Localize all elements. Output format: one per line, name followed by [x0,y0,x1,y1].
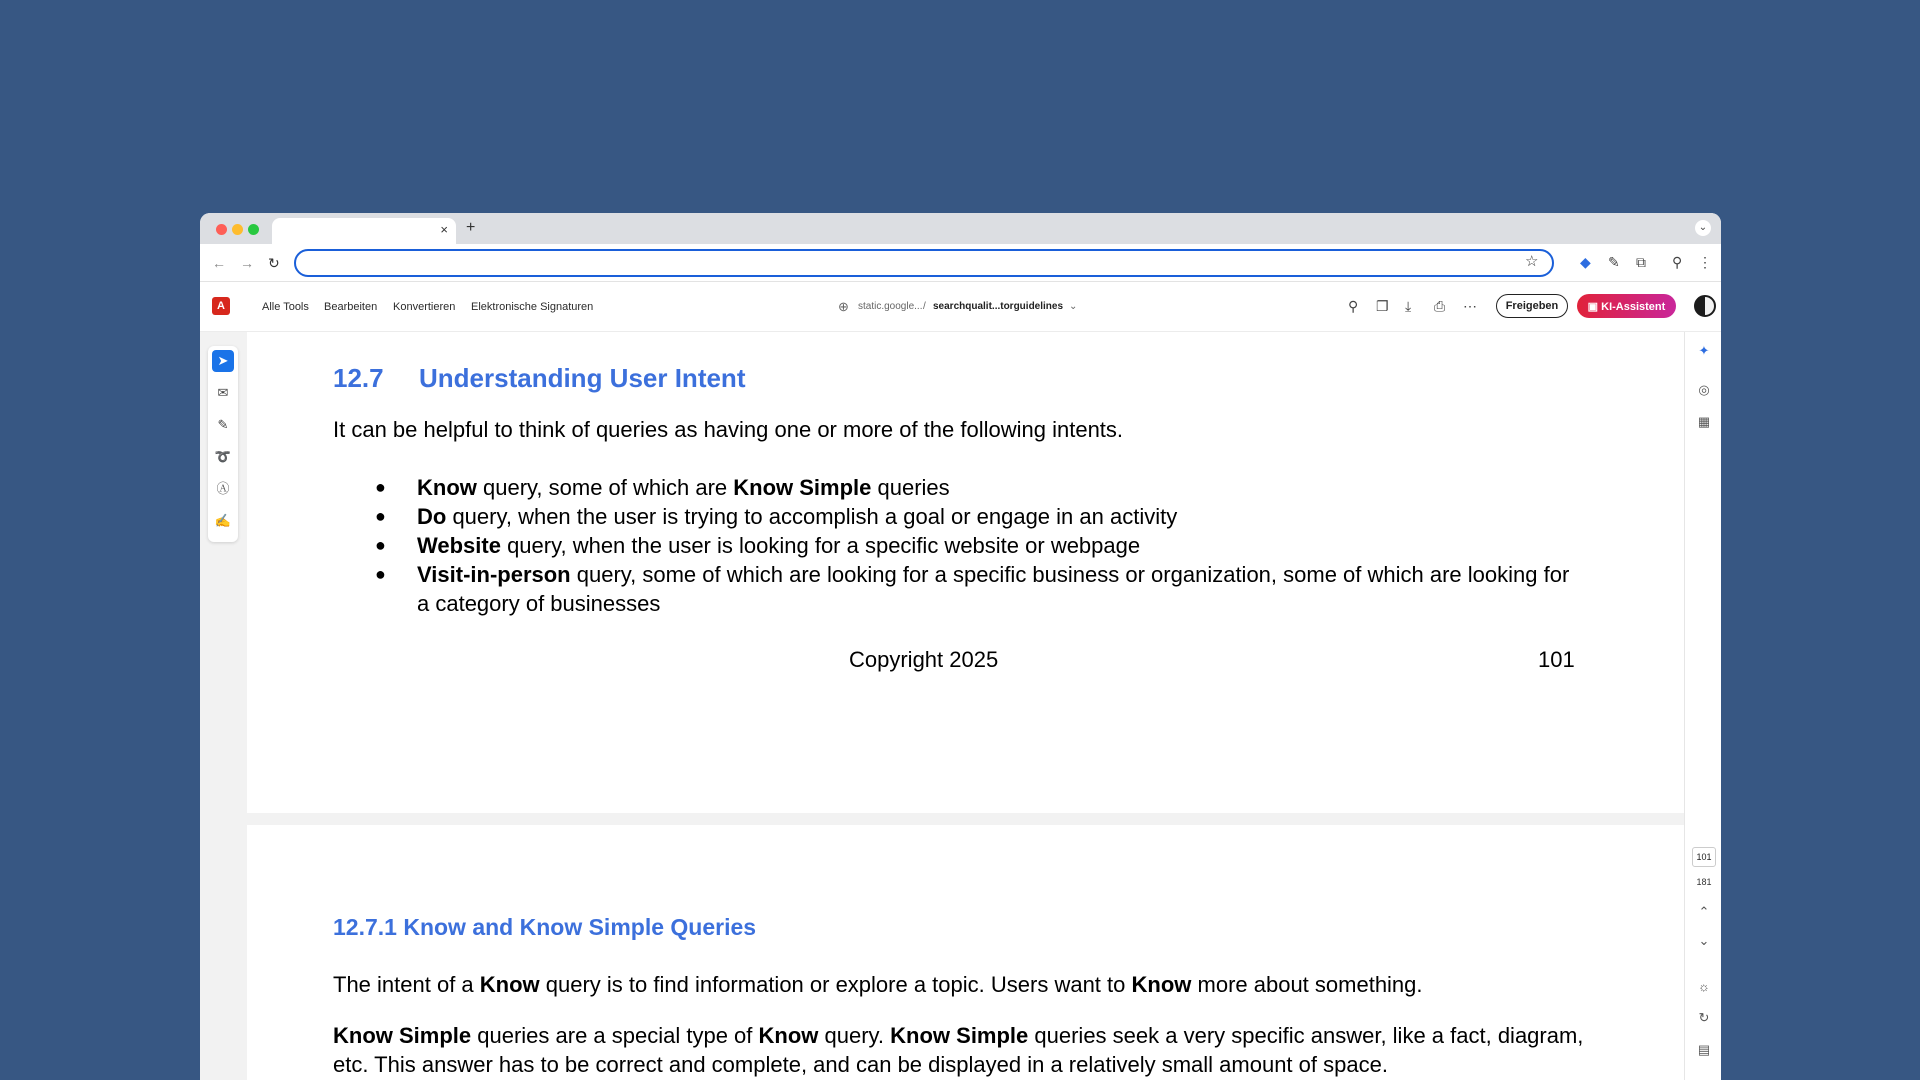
browser-window [200,213,1721,1080]
ai-assistant-button[interactable] [1577,294,1676,318]
select-cursor-icon[interactable]: ➤ [212,350,234,372]
tab-strip [200,213,1721,244]
document-workspace [200,332,1721,1080]
subsection-title: 12.7.1 Know and Know Simple Queries [333,914,757,940]
address-bar-input[interactable] [294,249,1554,277]
quick-tools-rail [208,346,238,542]
ai-assistant-icon: ▣ [1587,300,1602,313]
browser-menu-icon[interactable]: ⋮ [1698,254,1712,270]
document-properties-icon[interactable]: ▤ [1697,1042,1711,1057]
total-pages: 181 [1696,877,1712,887]
right-tools-rail [1684,332,1721,1080]
tab-close-icon[interactable]: × [440,222,448,237]
new-tab-button[interactable]: + [466,219,476,236]
tab-search-chevron-icon[interactable]: ⌄ [1695,220,1711,236]
extensions-puzzle-icon[interactable]: ⧉ [1636,254,1646,270]
maximize-window-button[interactable] [248,224,259,235]
active-tab[interactable] [272,218,456,244]
more-options-icon[interactable]: ⋯ [1463,298,1477,314]
page-view-icon[interactable]: ❐ [1376,298,1389,314]
section-number: 12.7 [333,363,384,393]
profile-pin-icon[interactable]: ⚲ [1672,254,1683,270]
thumbnails-grid-icon[interactable]: ▦ [1697,414,1711,429]
download-icon[interactable]: ⤓ [1405,298,1412,314]
add-comment-icon[interactable]: ✉ [217,385,229,400]
print-icon[interactable]: ⎙ [1434,298,1446,314]
avatar[interactable] [1694,295,1716,317]
acrobat-header [200,282,1721,332]
section-title: Understanding User Intent [419,363,746,393]
list-item: ● Visit-in-person query, some of which are looking for a specific business or organization, some of which are looking for a category of businesses [375,560,1575,618]
menu-edit[interactable]: Bearbeiten [324,301,378,313]
acrobat-logo-icon[interactable]: A [212,297,230,315]
browser-toolbar [200,244,1721,282]
globe-icon: ⊕ [838,299,849,314]
rotate-icon[interactable]: ↻ [1698,1010,1710,1025]
close-window-button[interactable] [216,224,227,235]
pdf-page-102 [247,825,1684,1080]
share-button[interactable]: Freigeben [1496,294,1568,318]
filename-chevron-down-icon[interactable]: ⌄ [1069,301,1078,312]
bookmark-star-icon[interactable]: ☆ [1525,253,1539,270]
menu-all-tools[interactable]: Alle Tools [262,301,309,313]
pdf-page-101 [247,332,1684,813]
ai-assistant-label: KI-Assistent [1601,300,1666,313]
intro-paragraph: It can be helpful to think of queries as having one or more of the following intents. [333,417,1124,442]
text-box-icon[interactable]: Ⓐ [216,481,230,496]
footer-copyright: Copyright 2025 [849,647,999,672]
highlight-pen-icon[interactable]: ✎ [217,417,229,432]
extension-feather-icon[interactable]: ✎ [1608,254,1620,270]
sign-icon[interactable]: ✍ [214,513,232,528]
previous-page-chevron-up-icon[interactable]: ⌃ [1698,904,1710,919]
reload-icon[interactable]: ↻ [268,255,280,271]
breadcrumb-host[interactable]: static.google... [858,301,923,312]
freehand-draw-icon[interactable]: ➰ [214,449,232,464]
breadcrumb-filename[interactable]: searchqualit...torguidelines [933,301,1064,312]
breadcrumb-separator: / [923,301,926,312]
know-simple-paragraph: Know Simple queries are a special type of Know query. Know Simple queries seek a very specific answer, like a fact, diagram, etc. This answer has to be correct and complete, and can be displayed in a relatively small amount of space. [333,1023,1584,1077]
list-item: ● Know query, some of which are Know Simple queries [375,473,1575,502]
list-item: ● Do query, when the user is trying to accomplish a goal or engage in an activity [375,502,1575,531]
search-icon[interactable]: ⚲ [1348,298,1359,314]
extension-tag-icon[interactable]: ◆ [1580,254,1591,270]
back-arrow-icon[interactable]: ← [212,255,226,271]
minimize-window-button[interactable] [232,224,243,235]
menu-e-signatures[interactable]: Elektronische Signaturen [471,301,594,313]
footer-page-number: 101 [1538,647,1575,672]
comments-panel-icon[interactable]: ◎ [1698,382,1710,397]
current-page-input[interactable]: 101 [1692,847,1716,867]
list-item: ● Website query, when the user is looking for a specific website or webpage [375,531,1575,560]
next-page-chevron-down-icon[interactable]: ⌄ [1698,933,1710,948]
menu-convert[interactable]: Konvertieren [393,301,456,313]
generative-summary-icon[interactable]: ✦ [1698,343,1710,358]
intent-list [375,473,1575,618]
forward-arrow-icon[interactable]: → [240,255,254,271]
know-intent-paragraph: The intent of a Know query is to find information or explore a topic. Users want to Know more about something. [333,972,1423,997]
brightness-icon[interactable]: ☼ [1698,979,1710,994]
